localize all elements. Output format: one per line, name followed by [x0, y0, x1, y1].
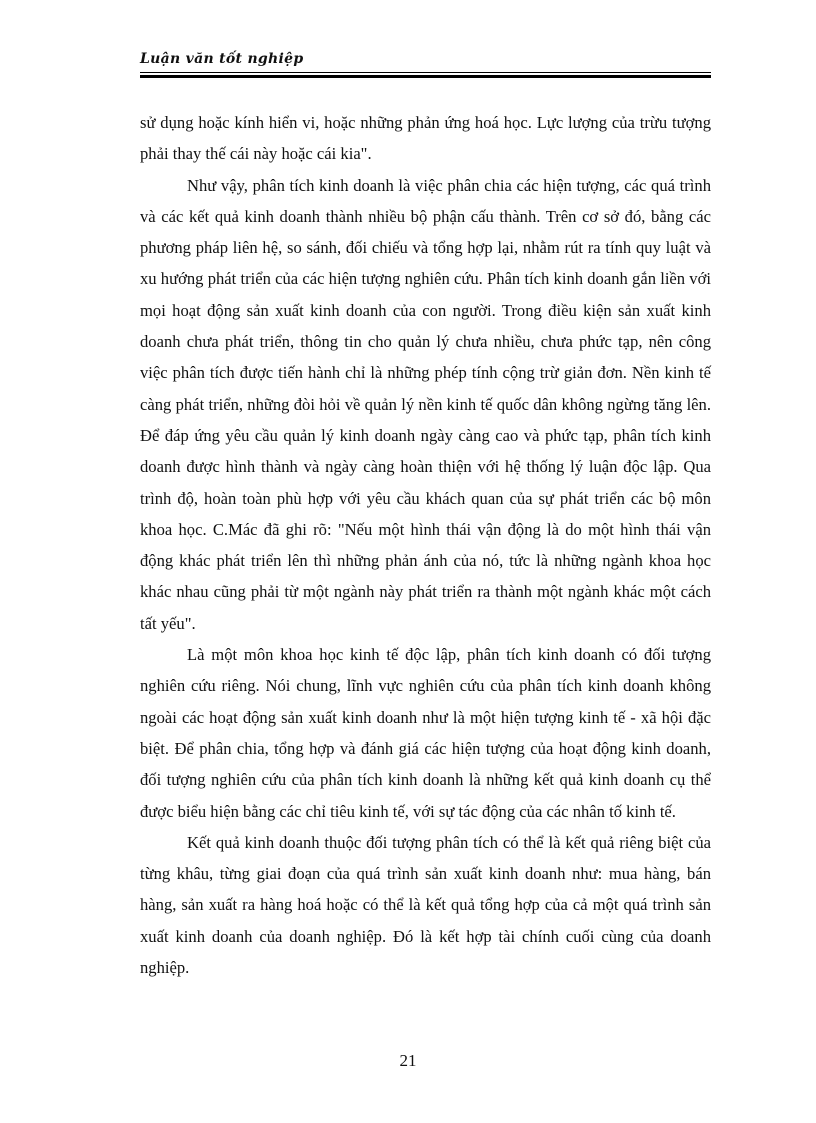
header-title: Luận văn tốt nghiệp [140, 51, 304, 67]
header-rule-thick [140, 75, 711, 78]
paragraph: Là một môn khoa học kinh tế độc lập, phân tích kinh doanh có đối tượng nghiên cứu riêng. Nói chung, lĩnh vực nghiên cứu của phân tích kinh doanh không ngoài các hoạt động sản xuất kinh doanh như là một hiện tượng kinh tế - xã hội đặc biệt. Để phân chia, tổng hợp và đánh giá các hiện tượng của hoạt động kinh doanh, đối tượng nghiên cứu của phân tích kinh doanh là những kết quả kinh doanh cụ thể được biểu hiện bằng các chỉ tiêu kinh tế, với sự tác động của các nhân tố kinh tế. [140, 645, 711, 821]
paragraph-continuation: sử dụng hoặc kính hiển vi, hoặc những phản ứng hoá học. Lực lượng của trừu tượng phải thay thế cái này hoặc cái kia". [140, 113, 711, 164]
paragraph: Kết quả kinh doanh thuộc đối tượng phân tích có thể là kết quả riêng biệt của từng khâu, từng giai đoạn của quá trình sản xuất kinh doanh như: mua hàng, bán hàng, sản xuất ra hàng hoá hoặc có thể là kết quả tổng hợp của cả một quá trình sản xuất kinh doanh của doanh nghiệp. Đó là kết hợp tài chính cuối cùng của doanh nghiệp. [140, 832, 711, 978]
header-rule-thin [140, 72, 711, 73]
body-text [140, 107, 711, 983]
page-number: 21 [399, 1051, 417, 1070]
page-header [140, 50, 711, 78]
paragraph: Như vậy, phân tích kinh doanh là việc phân chia các hiện tượng, các quá trình và các kết quả kinh doanh thành nhiều bộ phận cấu thành. Trên cơ sở đó, bằng các phương pháp liên hệ, so sánh, đối chiếu và tổng hợp lại, nhằm rút ra tính quy luật và xu hướng phát triển của các hiện tượng nghiên cứu. Phân tích kinh doanh gắn liền với mọi hoạt động sản xuất kinh doanh của con người. Trong điều kiện sản xuất kinh doanh chưa phát triển, thông tin cho quản lý chưa nhiều, chưa phức tạp, nên công việc phân tích được tiến hành chỉ là những phép tính cộng trừ giản đơn. Nền kinh tế càng phát triển, những đòi hỏi về quản lý nền kinh tế quốc dân không ngừng tăng lên. Để đáp ứng yêu cầu quản lý kinh doanh ngày càng cao và phức tạp, phân tích kinh doanh được hình thành và ngày càng hoàn thiện với hệ thống lý luận độc lập. Qua trình độ, hoàn toàn phù hợp với yêu cầu khách quan của sự phát triển các bộ môn khoa học. C.Mác đã ghi rõ: "Nếu một hình thái vận động là do một hình thái vận động khác phát triển lên thì những phản ánh của nó, tức là những ngành khoa học khác nhau cũng phải từ một ngành này phát triển ra thành một ngành khác một cách tất yếu". [140, 175, 711, 633]
